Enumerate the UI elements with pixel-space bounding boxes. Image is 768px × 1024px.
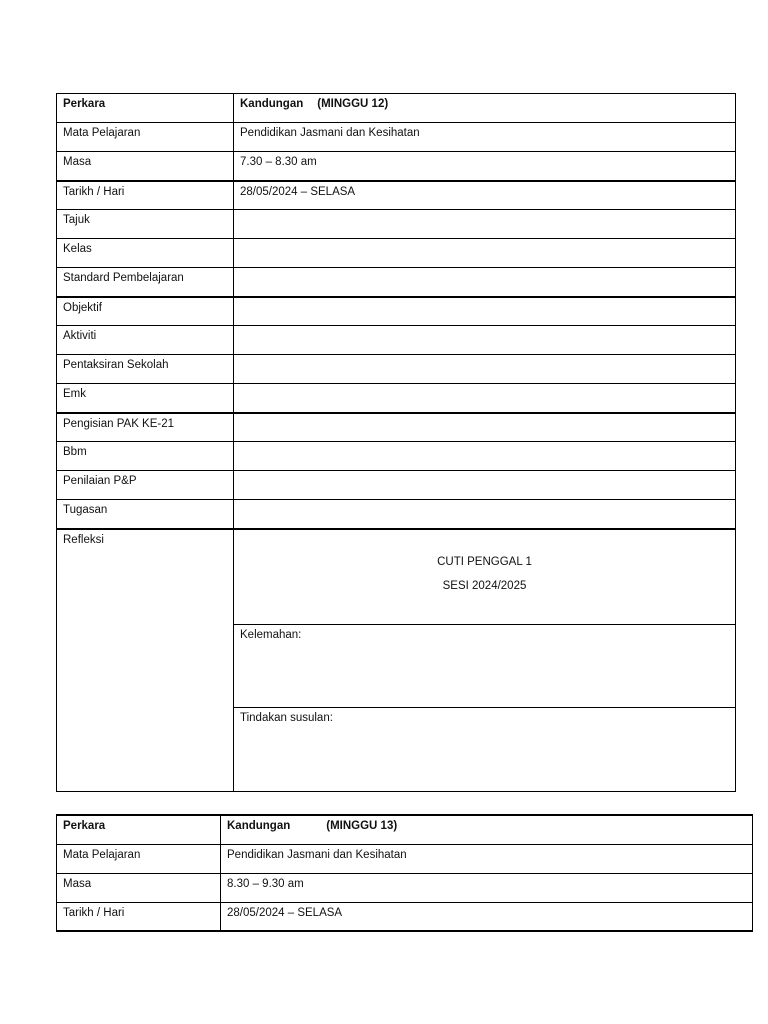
row-label: Tarikh / Hari [57, 181, 234, 210]
row-value[interactable] [234, 500, 736, 529]
row-label: Kelas [57, 239, 234, 268]
table-row [57, 442, 736, 471]
row-label: Mata Pelajaran [57, 123, 234, 152]
table-row [57, 152, 736, 181]
row-label: Objektif [57, 297, 234, 326]
row-value[interactable] [234, 326, 736, 355]
header-perkara: Perkara [57, 815, 221, 844]
row-value[interactable] [234, 297, 736, 326]
kelemahan-section[interactable] [234, 625, 735, 708]
row-value[interactable]: Pendidikan Jasmani dan Kesihatan [221, 844, 753, 873]
row-value[interactable]: Pendidikan Jasmani dan Kesihatan [234, 123, 736, 152]
row-value[interactable] [234, 413, 736, 442]
row-label: Masa [57, 873, 221, 902]
kelemahan-label: Kelemahan: [240, 628, 302, 641]
table-row [57, 181, 736, 210]
row-label: Tajuk [57, 210, 234, 239]
table-row [57, 471, 736, 500]
row-value[interactable] [234, 384, 736, 413]
table-row [57, 239, 736, 268]
row-label: Tugasan [57, 500, 234, 529]
tindakan-susulan-label: Tindakan susulan: [240, 711, 333, 724]
header-week-label: (MINGGU 12) [317, 98, 389, 110]
header-perkara: Perkara [57, 94, 234, 123]
row-label: Emk [57, 384, 234, 413]
table-row [57, 268, 736, 297]
header-kandungan-label: Kandungan [240, 98, 304, 110]
tindakan-susulan-section[interactable] [234, 708, 735, 791]
row-value[interactable]: 8.30 – 9.30 am [221, 873, 753, 902]
row-label: Pengisian PAK KE-21 [57, 413, 234, 442]
table-row [57, 123, 736, 152]
refleksi-note-line1: CUTI PENGGAL 1 [437, 555, 532, 568]
row-value[interactable] [234, 471, 736, 500]
row-label: Bbm [57, 442, 234, 471]
refleksi-note[interactable] [234, 530, 735, 625]
row-value[interactable] [234, 442, 736, 471]
table-row [57, 297, 736, 326]
header-kandungan [234, 94, 736, 123]
table-header-row [57, 94, 736, 123]
table-row [57, 413, 736, 442]
row-value[interactable] [234, 239, 736, 268]
table-row [57, 902, 753, 931]
row-value[interactable] [234, 210, 736, 239]
row-value[interactable]: 28/05/2024 – SELASA [221, 902, 753, 931]
table-row [57, 844, 753, 873]
refleksi-row [57, 529, 736, 792]
lesson-plan-table-week-13 [56, 814, 753, 932]
row-value[interactable] [234, 355, 736, 384]
table-row [57, 355, 736, 384]
row-value[interactable]: 7.30 – 8.30 am [234, 152, 736, 181]
row-value[interactable]: 28/05/2024 – SELASA [234, 181, 736, 210]
header-week-label: (MINGGU 13) [326, 820, 398, 832]
header-kandungan [221, 815, 753, 844]
table-row [57, 500, 736, 529]
row-value[interactable] [234, 268, 736, 297]
header-kandungan-label: Kandungan [227, 820, 291, 832]
row-label: Aktiviti [57, 326, 234, 355]
refleksi-note-line2: SESI 2024/2025 [442, 579, 527, 592]
row-label: Pentaksiran Sekolah [57, 355, 234, 384]
row-label: Penilaian P&P [57, 471, 234, 500]
table-row [57, 384, 736, 413]
refleksi-label: Refleksi [57, 529, 234, 792]
table-row [57, 326, 736, 355]
table-header-row [57, 815, 753, 844]
row-label: Mata Pelajaran [57, 844, 221, 873]
table-row [57, 210, 736, 239]
row-label: Tarikh / Hari [57, 902, 221, 931]
table-row [57, 873, 753, 902]
lesson-plan-table-week-12 [56, 93, 736, 792]
refleksi-content [234, 529, 736, 792]
row-label: Masa [57, 152, 234, 181]
row-label: Standard Pembelajaran [57, 268, 234, 297]
